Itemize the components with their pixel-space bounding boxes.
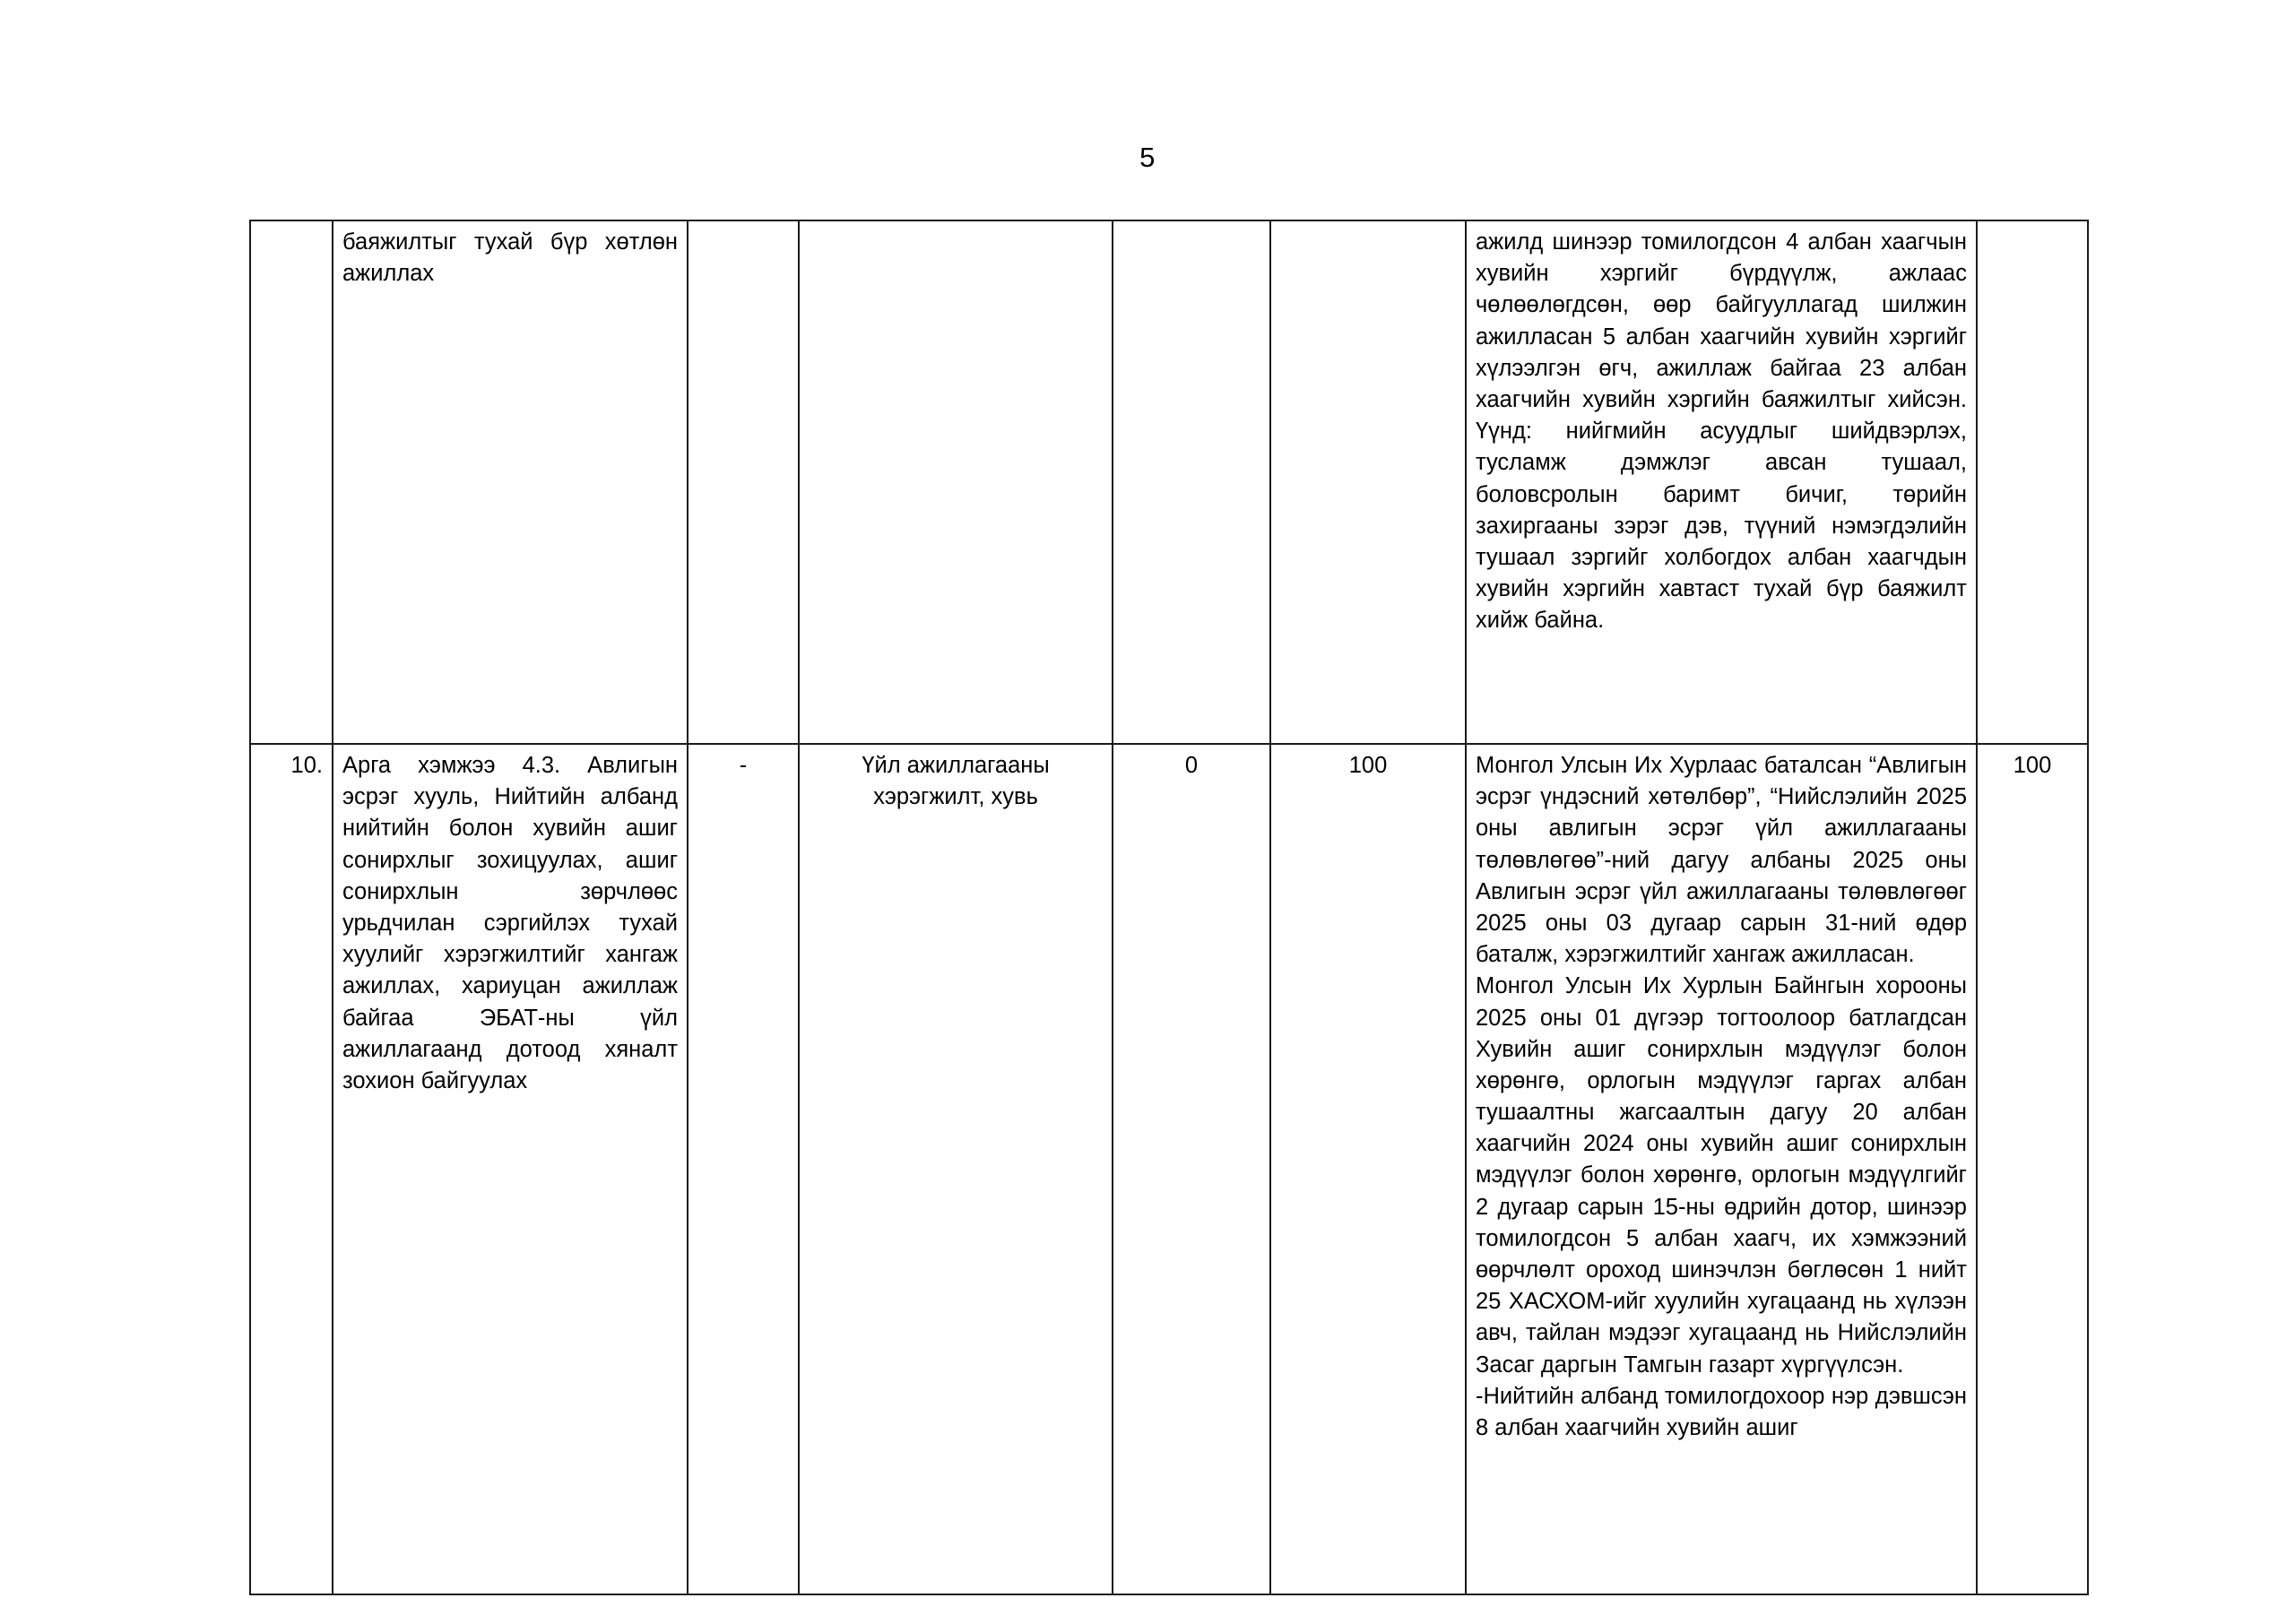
cell-row-number [250, 220, 333, 744]
cell-score [1977, 220, 2088, 744]
cell-performance: 100 [1270, 744, 1466, 1594]
description-paragraph: Монгол Улсын Их Хурлаас баталсан “Авлигын эсрэг үндэсний хөтөлбөр”, “Нийслэлийн 2025 оны авлигын эсрэг үйл ажиллагааны төлөвлөгөө”-ний дагуу албаны 2025 оны Авлигын эсрэг үйл ажиллагааны төлөвлөгөөг 2025 оны 03 дугаар сарын 31-ний өдөр баталж, хэрэгжилтийг хангаж ажилласан. [1476, 753, 1967, 968]
cell-row-number: 10. [250, 744, 333, 1594]
cell-dash: - [688, 744, 799, 1594]
cell-description [1466, 744, 1977, 1594]
cell-task: Арга хэмжээ 4.3. Авлигын эсрэг хууль, Нийтийн албанд нийтийн болон хувийн ашиг сонирхлыг зохицуулах, ашиг сонирхлын зөрчлөөс урьдчилан сэргийлэх тухай хуулийг хэрэгжилтийг хангаж ажиллах, хариуцан ажиллаж байгаа ЭБАТ-ны үйл ажиллагаанд дотоод хяналт зохион байгуулах [333, 744, 688, 1594]
cell-description: ажилд шинээр томилогдсон 4 албан хаагчын хувийн хэргийг бүрдүүлж, ажлаас чөлөөлөгдсөн, өөр байгууллагад шилжин ажилласан 5 албан хаагчийн хувийн хэргийг хүлээлгэн өгч, ажиллаж байгаа 23 албан хаагчийн хувийн хэргийн баяжилтыг хийсэн. Үүнд: нийгмийн асуудлыг шийдвэрлэх, тусламж дэмжлэг авсан тушаал, боловсролын баримт бичиг, төрийн захиргааны зэрэг дэв, түүний нэмэгдэлийн тушаал зэргийг холбогдох албан хаагчдын хувийн хэргийн хавтаст тухай бүр баяжилт хийж байна. [1466, 220, 1977, 744]
cell-task: баяжилтыг тухай бүр хөтлөн ажиллах [333, 220, 688, 744]
cell-unit [799, 220, 1113, 744]
faint-scan-artifact [659, 166, 664, 186]
page-number: 5 [1139, 142, 1156, 173]
cell-unit: Үйл ажиллагааны хэрэгжилт, хувь [799, 744, 1113, 1594]
report-table [249, 220, 2089, 1595]
table-row [250, 220, 2088, 744]
description-paragraph: Монгол Улсын Их Хурлын Байнгын хорооны 2025 оны 01 дүгээр тогтоолоор батлагдсан Хувийн ашиг сонирхлын мэдүүлэг болон хөрөнгө, орлогын мэдүүлэг гаргах албан тушаалтны жагсаалтын дагуу 20 албан хаагчийн 2024 оны хувийн ашиг сонирхлын мэдүүлэг болон хөрөнгө, орлогын мэдүүлгийг 2 дугаар сарын 15-ны өдрийн дотор, шинээр томилогдсон 5 албан хаагч, их хэмжээний өөрчлөлт ороход шинэчлэн бөглөсөн 1 нийт 25 ХАСХОМ-ийг хуулийн хугацаанд нь хүлээн авч, тайлан мэдээг хугацаанд нь Нийслэлийн Засаг даргын Тамгын газарт хүргүүлсэн. [1476, 973, 1967, 1378]
table-row [250, 744, 2088, 1594]
description-paragraph: -Нийтийн албанд томилогдохоор нэр дэвшсэн 8 албан хаагчийн хувийн ашиг [1476, 1383, 1967, 1440]
cell-performance [1270, 220, 1466, 744]
cell-score: 100 [1977, 744, 2088, 1594]
cell-plan: 0 [1113, 744, 1270, 1594]
cell-plan [1113, 220, 1270, 744]
cell-dash [688, 220, 799, 744]
